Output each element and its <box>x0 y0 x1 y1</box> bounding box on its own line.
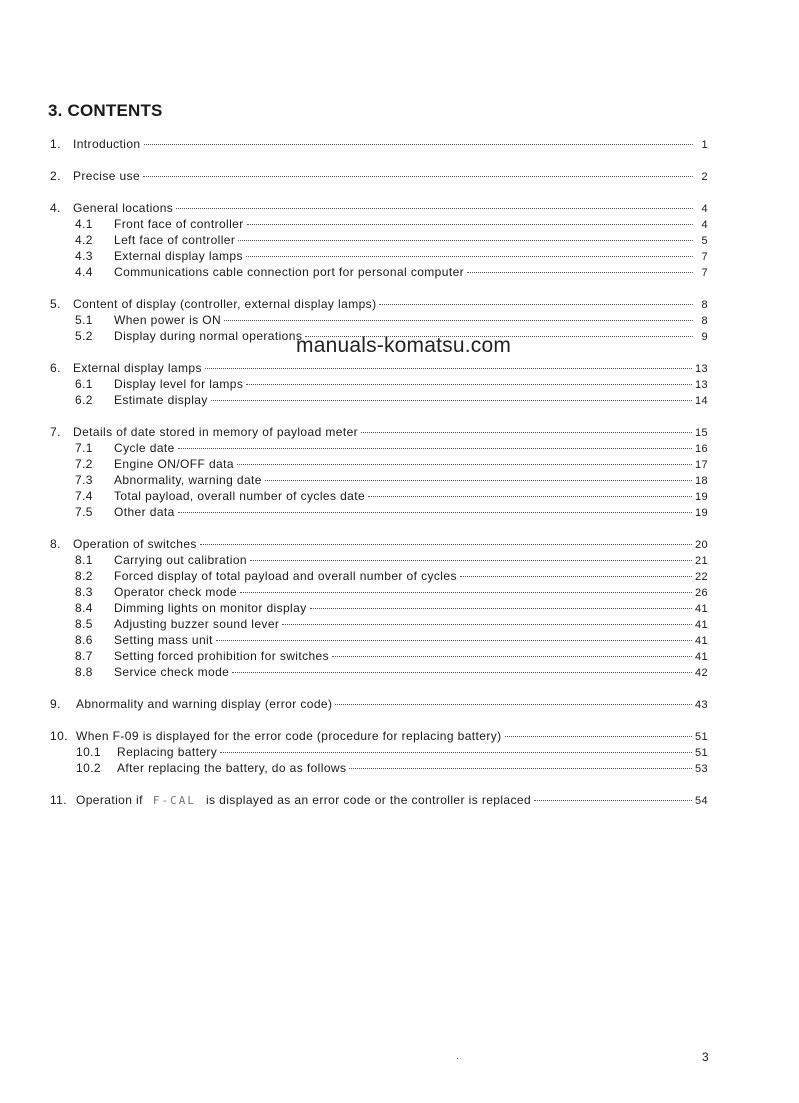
dot-leader <box>176 208 693 209</box>
toc-entry[interactable] <box>50 169 708 185</box>
entry-title: Operation of switches <box>73 537 197 551</box>
entry-title: Operator check mode <box>114 585 237 599</box>
toc-section <box>50 697 708 713</box>
toc-section <box>50 729 708 777</box>
dot-leader <box>200 544 692 545</box>
entry-page: 18 <box>694 475 708 487</box>
dot-leader <box>349 768 692 769</box>
entry-title: Setting forced prohibition for switches <box>114 649 330 663</box>
entry-title: Precise use <box>73 169 141 183</box>
entry-number: 10.1 <box>76 745 101 759</box>
dot-leader <box>178 512 692 513</box>
toc-subentry[interactable] <box>50 233 708 249</box>
entry-page: 8 <box>701 299 708 311</box>
entry-page: 13 <box>694 379 708 391</box>
toc-entry[interactable] <box>50 537 708 553</box>
dot-leader <box>240 592 692 593</box>
entry-page: 19 <box>694 491 708 503</box>
entry-title: Display during normal operations <box>114 329 303 343</box>
entry-title: When power is ON <box>114 313 222 327</box>
toc-subentry[interactable] <box>50 249 708 265</box>
entry-number: 8.8 <box>75 665 93 679</box>
dot-leader <box>211 400 692 401</box>
toc-subentry[interactable] <box>50 441 708 457</box>
entry-number: 2. <box>50 169 61 183</box>
dot-leader <box>247 224 693 225</box>
entry-page: 22 <box>694 571 708 583</box>
entry-number: 7.2 <box>75 457 93 471</box>
toc-subentry[interactable] <box>50 745 708 761</box>
dot-leader <box>534 800 692 801</box>
dot-leader <box>246 384 692 385</box>
dot-leader <box>332 656 692 657</box>
toc-subentry[interactable] <box>50 217 708 233</box>
entry-page: 41 <box>694 619 708 631</box>
entry-page: 4 <box>701 219 708 231</box>
entry-page: 17 <box>694 459 708 471</box>
entry-page: 41 <box>694 635 708 647</box>
entry-title: Content of display (controller, external display lamps) <box>73 297 377 311</box>
entry-title: Setting mass unit <box>114 633 213 647</box>
entry-page: 42 <box>694 667 708 679</box>
entry-page: 16 <box>694 443 708 455</box>
entry-page: 7 <box>701 251 708 263</box>
dot-leader <box>505 736 692 737</box>
toc-entry[interactable] <box>50 137 708 153</box>
toc-subentry[interactable] <box>50 633 708 649</box>
entry-page: 51 <box>694 731 708 743</box>
toc-section <box>50 361 708 409</box>
toc-subentry[interactable] <box>50 377 708 393</box>
entry-title: Forced display of total payload and overall number of cycles <box>114 569 457 583</box>
entry-number: 5.2 <box>75 329 93 343</box>
dot-leader <box>205 368 692 369</box>
entry-page: 9 <box>701 331 708 343</box>
toc-subentry[interactable] <box>50 601 708 617</box>
entry-number: 10.2 <box>76 761 101 775</box>
entry-number: 4.1 <box>75 217 93 231</box>
entry-title: Operation if <box>76 793 143 807</box>
toc-subentry[interactable] <box>50 473 708 489</box>
entry-title: Introduction <box>73 137 141 151</box>
dot-leader <box>216 640 692 641</box>
toc-entry[interactable] <box>50 297 708 313</box>
entry-number: 7.4 <box>75 489 93 503</box>
entry-page: 15 <box>694 427 708 439</box>
toc-section <box>50 201 708 281</box>
entry-title: Dimming lights on monitor display <box>114 601 307 615</box>
dot-leader <box>237 464 692 465</box>
dot-leader <box>178 448 692 449</box>
entry-number: 8.2 <box>75 569 93 583</box>
entry-title: Engine ON/OFF data <box>114 457 234 471</box>
entry-page: 8 <box>701 315 708 327</box>
toc-entry[interactable] <box>50 729 708 745</box>
entry-title: Total payload, overall number of cycles date <box>114 489 366 503</box>
page-number: 3 <box>702 1050 709 1064</box>
entry-title-continued: is displayed as an error code or the controller is replaced <box>205 793 532 807</box>
entry-title: Replacing battery <box>117 745 218 759</box>
dot-leader <box>335 704 692 705</box>
entry-number: 8.6 <box>75 633 93 647</box>
entry-page: 43 <box>694 699 708 711</box>
entry-title: When F-09 is displayed for the error code (procedure for replacing battery) <box>76 729 502 743</box>
dot-leader <box>265 480 692 481</box>
toc-subentry[interactable] <box>50 585 708 601</box>
entry-title: Other data <box>114 505 175 519</box>
entry-page: 54 <box>694 795 708 807</box>
entry-title: Service check mode <box>114 665 230 679</box>
entry-title: Cycle date <box>114 441 175 455</box>
entry-number: 5.1 <box>75 313 93 327</box>
entry-page: 5 <box>701 235 708 247</box>
dot-leader <box>310 608 692 609</box>
entry-title: Adjusting buzzer sound lever <box>114 617 280 631</box>
entry-page: 14 <box>694 395 708 407</box>
toc-subentry[interactable] <box>50 649 708 665</box>
entry-title: Abnormality and warning display (error code) <box>76 697 333 711</box>
entry-title: Estimate display <box>114 393 208 407</box>
entry-number: 7.1 <box>75 441 93 455</box>
entry-number: 8. <box>50 537 61 551</box>
page-title: 3. CONTENTS <box>48 101 163 120</box>
entry-page: 26 <box>694 587 708 599</box>
entry-number: 4.2 <box>75 233 93 247</box>
toc-section <box>50 537 708 681</box>
toc-entry[interactable] <box>50 425 708 441</box>
entry-number: 11. <box>50 793 67 807</box>
toc-subentry[interactable] <box>50 761 708 777</box>
toc-subentry[interactable] <box>50 665 708 681</box>
dot-leader <box>460 576 692 577</box>
entry-page: 20 <box>694 539 708 551</box>
entry-title: External display lamps <box>73 361 202 375</box>
dot-leader <box>361 432 692 433</box>
dot-leader <box>143 176 693 177</box>
dot-leader <box>144 144 693 145</box>
entry-page: 21 <box>694 555 708 567</box>
toc-section <box>50 425 708 521</box>
entry-number: 6.2 <box>75 393 93 407</box>
entry-page: 7 <box>701 267 708 279</box>
entry-title: Communications cable connection port for personal computer <box>114 265 465 279</box>
toc-subentry[interactable] <box>50 313 708 329</box>
toc-subentry[interactable] <box>50 505 708 521</box>
entry-number: 9. <box>50 697 61 711</box>
dot-leader <box>368 496 692 497</box>
toc-subentry[interactable] <box>50 265 708 281</box>
toc-entry[interactable] <box>50 697 708 713</box>
entry-number: 8.4 <box>75 601 93 615</box>
entry-title: External display lamps <box>114 249 243 263</box>
error-code-glyph: F-CAL <box>152 794 196 807</box>
entry-title: Carrying out calibration <box>114 553 247 567</box>
entry-title: Front face of controller <box>114 217 244 231</box>
toc-entry[interactable] <box>50 361 708 377</box>
dot-leader <box>467 272 693 273</box>
entry-page: 53 <box>694 763 708 775</box>
entry-number: 6.1 <box>75 377 93 391</box>
entry-number: 8.3 <box>75 585 93 599</box>
toc-section <box>50 137 708 153</box>
watermark: manuals-komatsu.com <box>296 334 512 357</box>
dot-leader <box>232 672 692 673</box>
dot-leader <box>220 752 692 753</box>
toc-section <box>50 793 708 809</box>
entry-page: 41 <box>694 603 708 615</box>
entry-page: 1 <box>701 139 708 151</box>
entry-number: 8.5 <box>75 617 93 631</box>
entry-title: Details of date stored in memory of payload meter <box>73 425 359 439</box>
dot-leader <box>379 304 693 305</box>
entry-number: 7. <box>50 425 61 439</box>
entry-page: 41 <box>694 651 708 663</box>
entry-title: After replacing the battery, do as follows <box>117 761 347 775</box>
entry-number: 4.4 <box>75 265 93 279</box>
entry-title: Left face of controller <box>114 233 236 247</box>
entry-page: 2 <box>701 171 708 183</box>
entry-number: 8.7 <box>75 649 93 663</box>
toc-entry[interactable] <box>50 201 708 217</box>
toc-subentry[interactable] <box>50 569 708 585</box>
toc-subentry[interactable] <box>50 457 708 473</box>
entry-number: 8.1 <box>75 553 93 567</box>
entry-page: 4 <box>701 203 708 215</box>
entry-number: 4.3 <box>75 249 93 263</box>
toc-subentry[interactable] <box>50 489 708 505</box>
entry-page: 51 <box>694 747 708 759</box>
entry-number: 6. <box>50 361 61 375</box>
toc-entry[interactable] <box>50 793 708 809</box>
dot-leader <box>250 560 692 561</box>
scan-speck <box>457 1058 458 1059</box>
dot-leader <box>246 256 693 257</box>
entry-number: 7.3 <box>75 473 93 487</box>
dot-leader <box>238 240 693 241</box>
toc-subentry[interactable] <box>50 553 708 569</box>
entry-number: 10. <box>50 729 68 743</box>
toc-subentry[interactable] <box>50 393 708 409</box>
entry-number: 5. <box>50 297 61 311</box>
dot-leader <box>282 624 692 625</box>
table-of-contents <box>50 137 708 825</box>
entry-page: 13 <box>694 363 708 375</box>
entry-number: 4. <box>50 201 61 215</box>
entry-title: Display level for lamps <box>114 377 244 391</box>
toc-subentry[interactable] <box>50 617 708 633</box>
entry-title: Abnormality, warning date <box>114 473 262 487</box>
dot-leader <box>224 320 693 321</box>
entry-number: 1. <box>50 137 61 151</box>
entry-number: 7.5 <box>75 505 93 519</box>
entry-page: 19 <box>694 507 708 519</box>
entry-title: General locations <box>73 201 174 215</box>
toc-section <box>50 169 708 185</box>
